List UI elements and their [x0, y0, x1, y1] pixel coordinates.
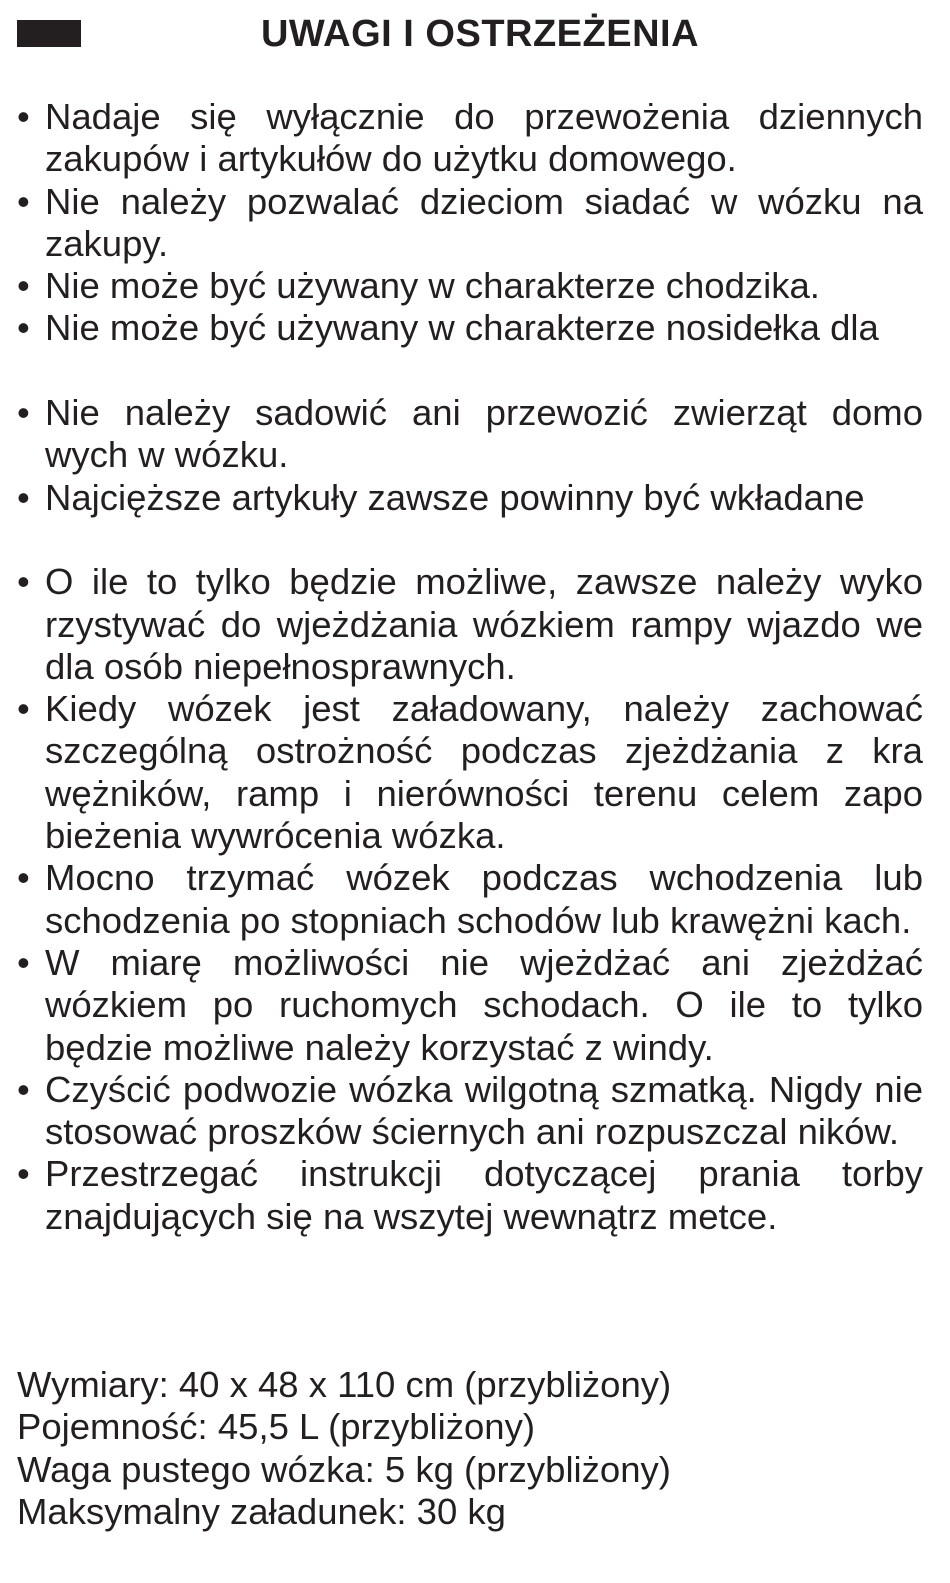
warning-item — [17, 307, 923, 349]
warning-text: Kiedy wózek jest załadowany, należy zachować szczególną ostrożność podczas zjeżdżania z kra wężników, ramp i nierówności terenu celem zapo bieżenia wywrócenia wózka. — [45, 688, 923, 857]
page-title: UWAGI I OSTRZEŻENIA — [260, 13, 700, 55]
bullet-icon: • — [17, 941, 30, 983]
bullet-icon: • — [17, 265, 30, 307]
warning-item — [17, 1069, 923, 1154]
bullet-icon: • — [17, 1068, 30, 1110]
warning-text: O ile to tylko będzie możliwe, zawsze należy wyko rzystywać do wjeżdżania wózkiem rampy wjazdo we dla osób niepełnosprawnych. — [45, 561, 923, 687]
spec-capacity: Pojemność: 45,5 L (przybliżony) — [17, 1406, 535, 1448]
spec-empty-weight: Waga pustego wózka: 5 kg (przybliżony) — [17, 1448, 671, 1490]
warning-item — [17, 477, 923, 519]
warning-item — [17, 942, 923, 1069]
warning-item — [17, 561, 923, 688]
bullet-icon: • — [17, 307, 30, 349]
warning-text: W miarę możliwości nie wjeżdżać ani zjeżdżać wózkiem po ruchomych schodach. O ile to tylko będzie możliwe należy korzystać z windy. — [45, 941, 923, 1068]
warning-item — [17, 1153, 923, 1238]
bullet-icon: • — [17, 857, 30, 899]
warning-text: Nadaje się wyłącznie do przewożenia dziennych zakupów i artykułów do użytku domowego. — [45, 96, 923, 180]
specifications — [17, 1364, 923, 1533]
bullet-icon: • — [17, 688, 30, 730]
warnings-list — [17, 96, 923, 1238]
bullet-icon: • — [17, 1153, 30, 1195]
bullet-icon: • — [17, 476, 30, 518]
warning-text: Nie może być używany w charakterze chodzika. — [45, 265, 820, 307]
warning-text: Mocno trzymać wózek podczas wchodzenia lub schodzenia po stopniach schodów lub krawężni kach. — [45, 857, 923, 941]
warning-text: Najcięższe artykuły zawsze powinny być wkładane — [45, 476, 865, 518]
warning-item — [17, 857, 923, 942]
warning-text: Nie należy pozwalać dzieciom siadać w wózku na zakupy. — [45, 180, 923, 264]
warning-item — [17, 96, 923, 181]
warning-item — [17, 181, 923, 266]
warning-text: Nie należy sadowić ani przewozić zwierząt domo wych w wózku. — [45, 392, 923, 476]
bullet-icon: • — [17, 180, 30, 222]
warning-text: Czyścić podwozie wózka wilgotną szmatką. Nigdy nie stosować proszków ściernych ani rozpuszczal ników. — [45, 1068, 923, 1153]
warning-item — [17, 392, 923, 477]
bullet-icon: • — [17, 96, 30, 137]
warning-text: Nie może być używany w charakterze nosidełka dla — [45, 307, 879, 349]
bullet-icon: • — [17, 392, 30, 434]
bullet-icon: • — [17, 561, 30, 603]
warning-item — [17, 688, 923, 857]
warning-item — [17, 265, 923, 307]
warning-text: Przestrzegać instrukcji dotyczącej prania torby znajdujących się na wszytej wewnątrz metce. — [45, 1153, 923, 1237]
spec-max-load: Maksymalny załadunek: 30 kg — [17, 1490, 506, 1532]
spec-dimensions: Wymiary: 40 x 48 x 110 cm (przybliżony) — [17, 1364, 672, 1405]
